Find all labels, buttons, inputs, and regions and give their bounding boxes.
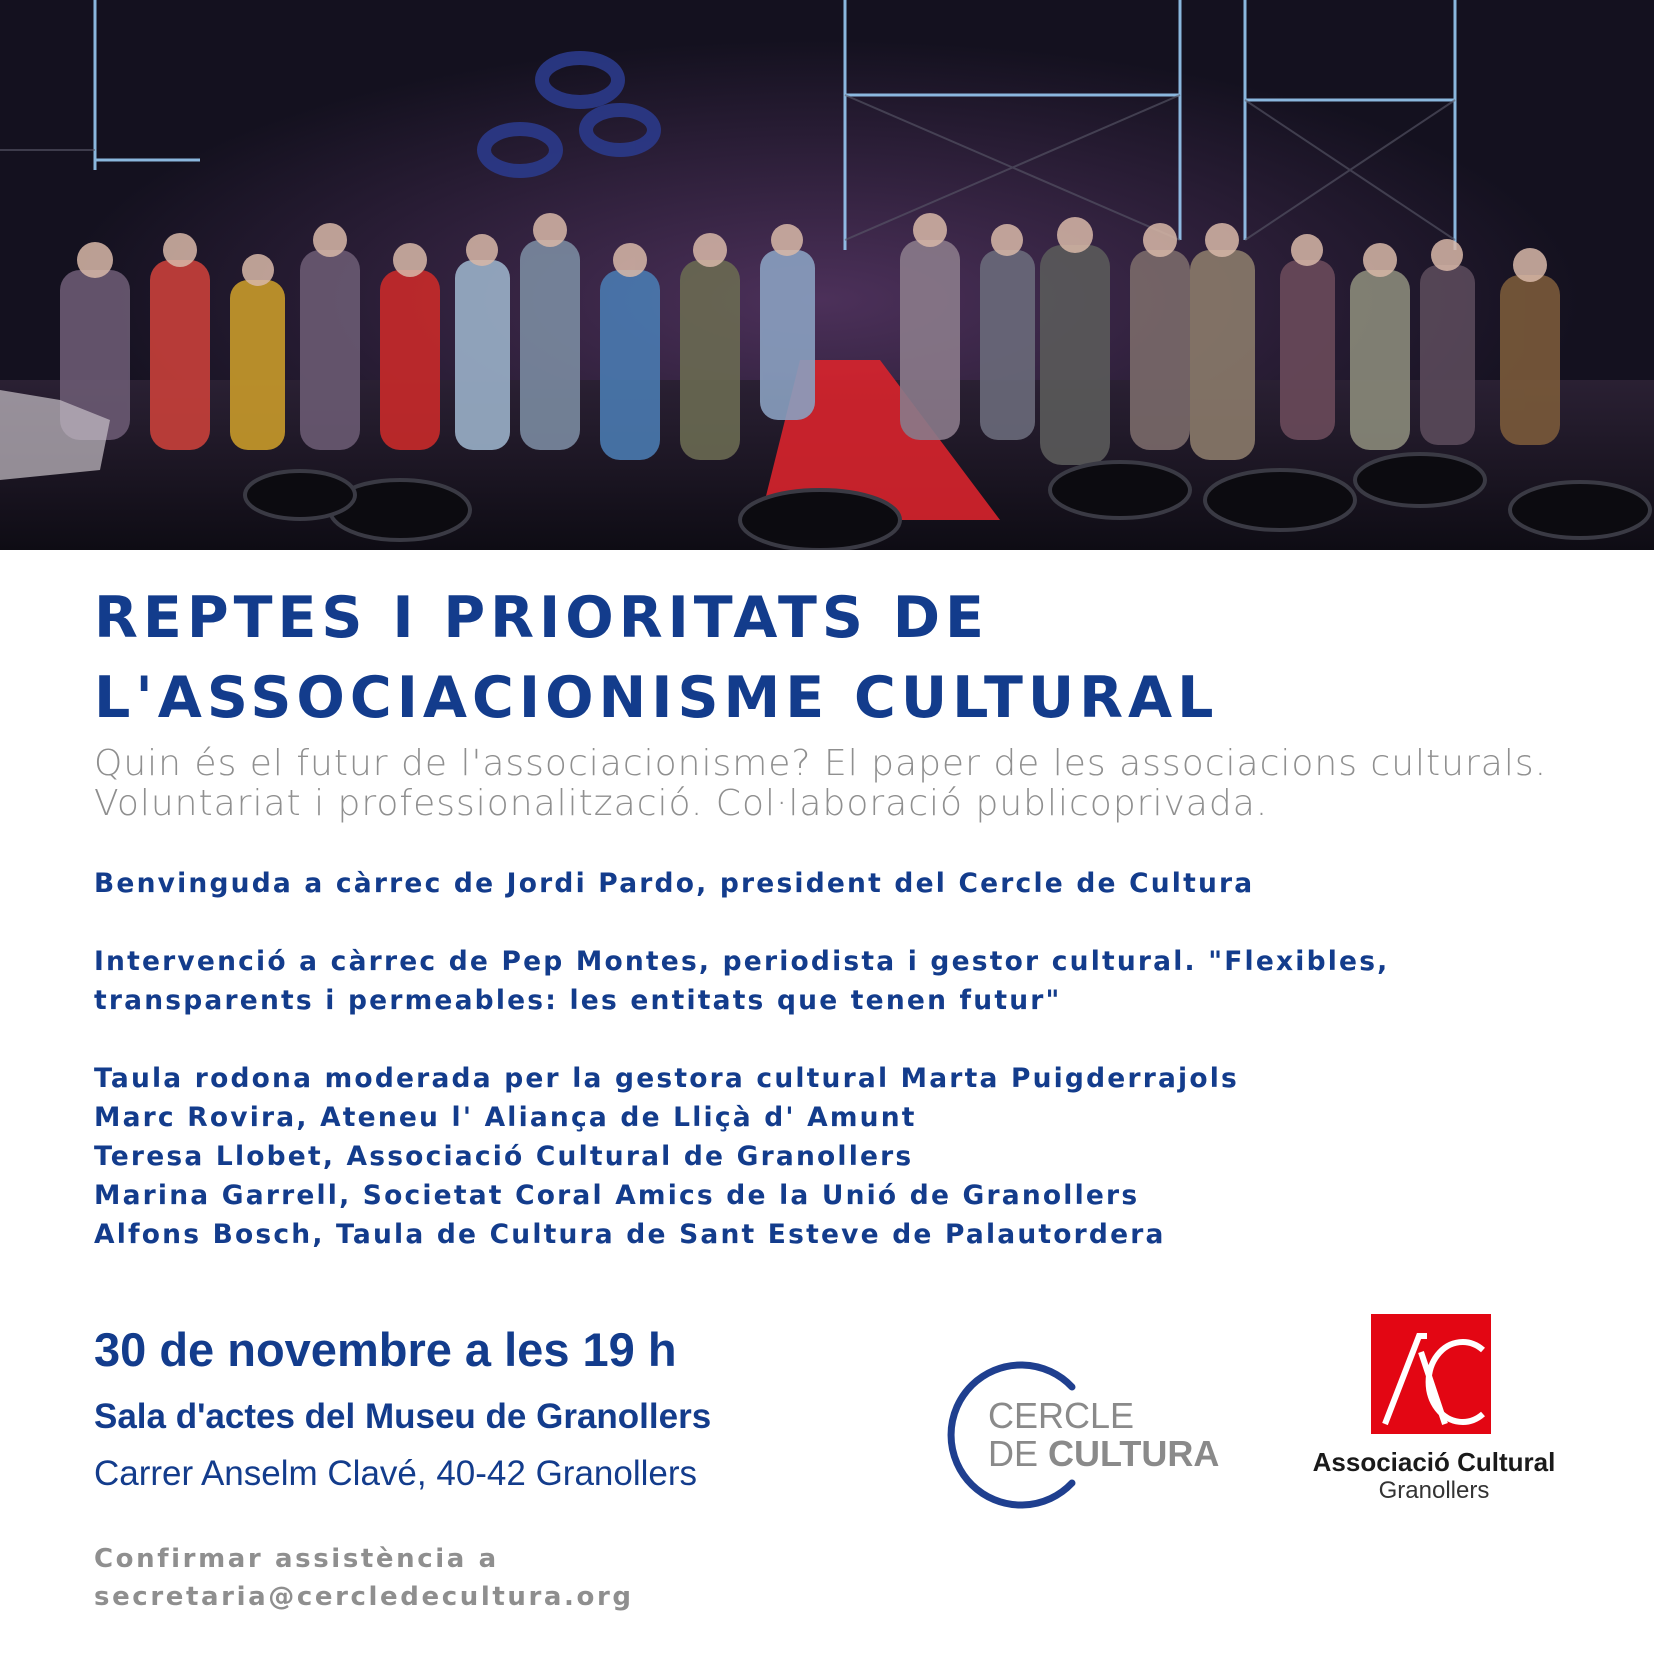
program-talk (94, 942, 1594, 1020)
event-subtitle-line-2: Voluntariat i professionalització. Col·laboració publicoprivada. (94, 783, 1269, 824)
program-welcome-text: Benvinguda a càrrec de Jordi Pardo, president del Cercle de Cultura (94, 868, 1255, 899)
event-subtitle-line-1: Quin és el futur de l'associacionisme? El paper de les associacions culturals. (94, 743, 1548, 784)
header-photo (0, 0, 1654, 550)
event-title (94, 578, 1494, 738)
program-talk-line-2: transparents i permeables: les entitats que tenen futur" (94, 985, 1062, 1016)
cercle-de-cultura-logo (944, 1355, 1234, 1515)
rsvp-email[interactable]: secretaria@cercledecultura.org (94, 1582, 634, 1612)
event-venue: Sala d'actes del Museu de Granollers (94, 1397, 712, 1436)
rsvp (94, 1540, 634, 1616)
ac-logo-city: Granollers (1378, 1477, 1490, 1504)
roundtable-item: Marc Rovira, Ateneu l' Aliança de Lliçà d' Amunt (94, 1102, 917, 1133)
cercle-logo-prefix: DE (988, 1433, 1049, 1474)
roundtable-item: Marina Garrell, Societat Coral Amics de la Unió de Granollers (94, 1180, 1140, 1211)
associacio-cultural-logo (1294, 1314, 1574, 1514)
program-welcome (94, 864, 1594, 903)
cercle-logo-bold: CULTURA (1048, 1433, 1220, 1474)
ac-mark-icon (1371, 1314, 1491, 1434)
theater-performance-photo (0, 0, 1654, 550)
event-address: Carrer Anselm Clavé, 40-42 Granollers (94, 1454, 698, 1493)
ac-logo-name: Associació Cultural (1312, 1447, 1556, 1477)
event-subtitle (94, 744, 1614, 824)
program-roundtable (94, 1059, 1594, 1254)
cercle-logo-line-1: CERCLE (988, 1395, 1135, 1436)
cercle-logo-line-2 (988, 1435, 1219, 1473)
roundtable-item: Taula rodona moderada per la gestora cultural Marta Puigderrajols (94, 1063, 1240, 1094)
event-title-line-2: L'ASSOCIACIONISME CULTURAL (94, 665, 1219, 731)
program-talk-line-1: Intervenció a càrrec de Pep Montes, periodista i gestor cultural. "Flexibles, (94, 946, 1390, 977)
rsvp-label: Confirmar assistència a (94, 1544, 499, 1574)
roundtable-item: Teresa Llobet, Associació Cultural de Granollers (94, 1141, 914, 1172)
roundtable-item: Alfons Bosch, Taula de Cultura de Sant Esteve de Palautordera (94, 1219, 1166, 1250)
event-title-line-1: REPTES I PRIORITATS DE (94, 585, 989, 651)
event-date: 30 de novembre a les 19 h (94, 1323, 677, 1376)
